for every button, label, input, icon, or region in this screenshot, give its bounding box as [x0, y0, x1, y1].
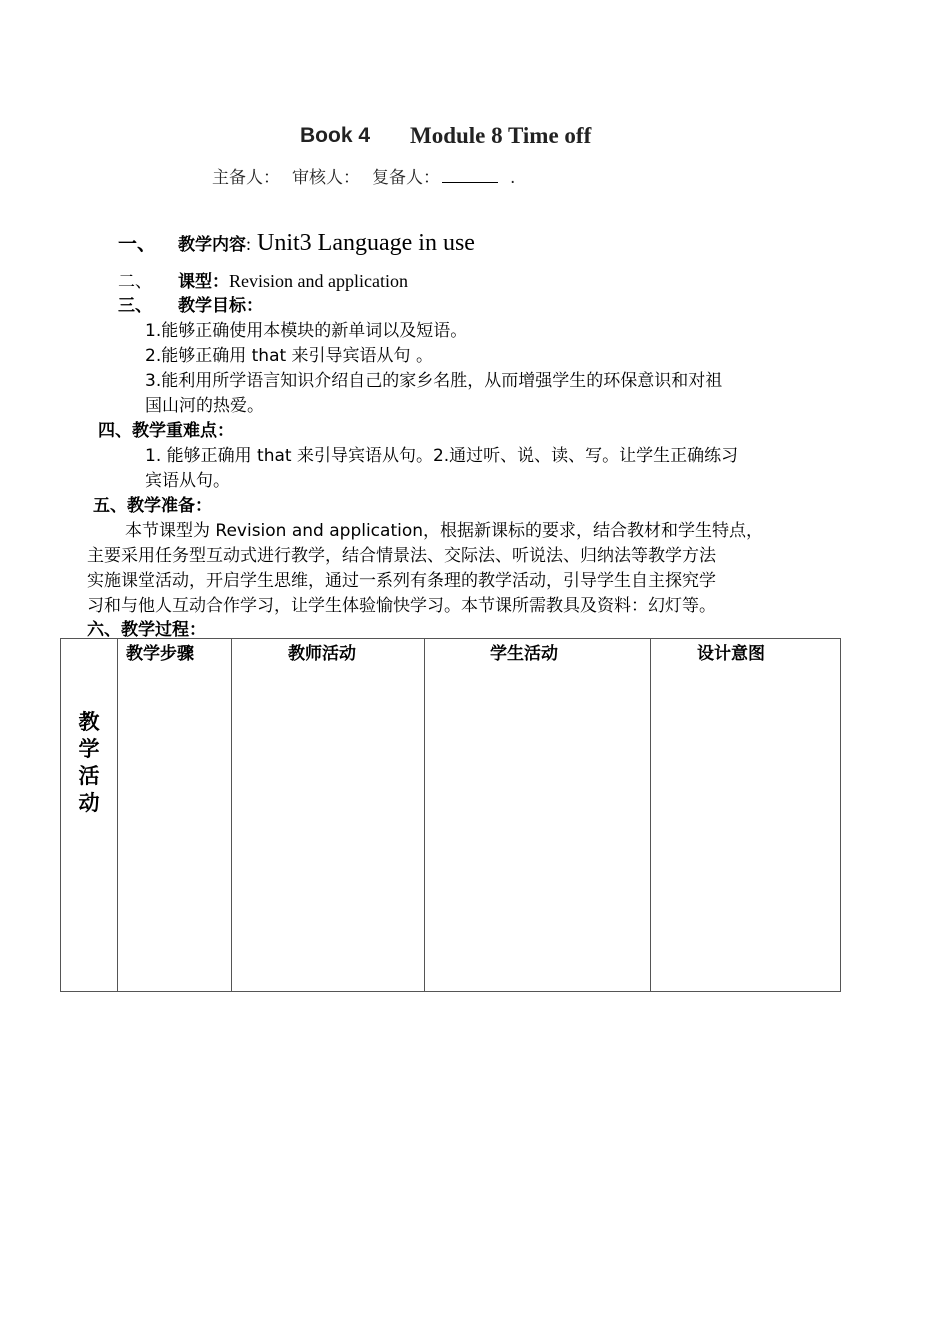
- cell-design-intent: [651, 664, 841, 992]
- section-process-label: 六、教学过程：: [87, 620, 206, 640]
- preparers-trail: .: [510, 168, 516, 188]
- cell-student-activity: [425, 664, 651, 992]
- section-preparation-label: 五、教学准备：: [93, 496, 212, 516]
- section-number: 二、: [118, 272, 152, 292]
- section-label: 课型：: [178, 272, 229, 292]
- objective-item: 2.能够正确用 that 来引导宾语从句 。: [145, 346, 433, 366]
- preparation-line: 主要采用任务型互动式进行教学，结合情景法、交际法、听说法、归纳法等教学方法: [87, 546, 716, 566]
- preparation-line: 本节课型为 Revision and application，根据新课标的要求，结合教材和学生特点，: [125, 521, 764, 541]
- section-key-points-label: 四、教学重难点：: [98, 421, 234, 441]
- co-preparer-blank: [442, 168, 498, 183]
- section-number: 三、: [118, 296, 152, 316]
- section-number: 一、: [118, 233, 157, 255]
- cell-teaching-steps: [118, 664, 232, 992]
- teaching-activity-side-label: [61, 639, 118, 992]
- reviewer-label: 审核人：: [292, 168, 360, 188]
- side-label-char: 动: [78, 791, 100, 815]
- side-label-char: 活: [78, 764, 100, 788]
- book-title: Book 4: [300, 124, 371, 147]
- main-preparer-label: 主备人：: [212, 168, 280, 188]
- header-teaching-steps: 教学步骤: [118, 639, 232, 665]
- objective-item: 国山河的热爱。: [145, 396, 264, 416]
- preparers-line: [212, 163, 515, 188]
- section-value: Unit3 Language in use: [257, 230, 475, 256]
- section-label: 教学目标：: [178, 296, 263, 316]
- cell-teacher-activity: [232, 664, 425, 992]
- module-title: Module 8 Time off: [410, 123, 592, 148]
- header-student-activity: 学生活动: [425, 639, 651, 665]
- objective-item: 1.能够正确使用本模块的新单词以及短语。: [145, 321, 468, 341]
- co-preparer-label: 复备人：: [372, 168, 440, 188]
- section-colon: :: [246, 234, 252, 254]
- section-label: 教学内容: [178, 235, 246, 255]
- section-type: [118, 267, 408, 292]
- key-points-line: 1. 能够正确用 that 来引导宾语从句。2.通过听、说、读、写。让学生正确练习: [145, 446, 739, 466]
- section-content: [118, 229, 475, 257]
- side-label-char: 学: [78, 737, 100, 761]
- objective-item: 3.能利用所学语言知识介绍自己的家乡名胜，从而增强学生的环保意识和对祖: [145, 371, 723, 391]
- header-design-intent: 设计意图: [651, 639, 841, 665]
- section-value: Revision and application: [229, 271, 408, 291]
- header-teacher-activity: 教师活动: [232, 639, 425, 665]
- preparation-line: 习和与他人互动合作学习，让学生体验愉快学习。本节课所需教具及资料：幻灯等。: [87, 596, 716, 616]
- teaching-process-table: [60, 638, 841, 992]
- key-points-line: 宾语从句。: [145, 471, 230, 491]
- preparation-line: 实施课堂活动，开启学生思维，通过一系列有条理的教学活动，引导学生自主探究学: [87, 571, 716, 591]
- table-header-row: [61, 639, 841, 665]
- table-body-row: [61, 664, 841, 992]
- section-objectives: [118, 291, 263, 316]
- side-label-char: 教: [78, 710, 100, 734]
